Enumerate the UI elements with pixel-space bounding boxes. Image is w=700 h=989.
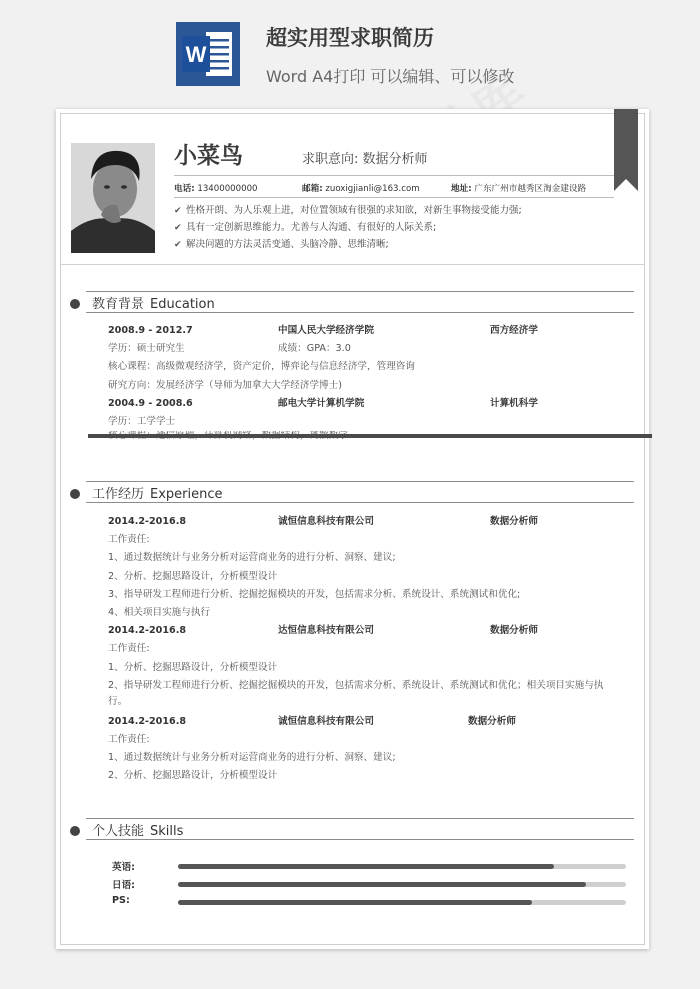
section-line [86,291,634,292]
skill-label: 英语: [112,862,136,873]
duty-item: 4、相关项目实施与执行 [108,606,211,618]
duty-item: 2、分析、挖掘思路设计，分析模型设计 [108,770,278,782]
profile-photo [71,143,155,253]
section-title-skills: 个人技能 Skills [70,820,183,839]
education-courses: 核心课程：高级微观经济学，资产定价，博弈论与信息经济学，管理咨询 [108,361,415,373]
check-icon: ✔ [174,222,182,233]
job-intent [302,148,428,167]
contact-address [451,182,586,194]
word-icon [176,22,240,86]
duty-label: 工作责任: [108,643,150,655]
duty-item: 2、指导研发工程师进行分析、挖掘挖掘模块的开发，包括需求分析、系统设计、系统测试和优化；相关项目实施与执行。 [108,679,604,708]
section-title-education: 教育背景 Education [70,293,215,312]
profile-item: ✔ 具有一定创新思维能力。尤善与人沟通、有很好的人际关系; [174,220,614,237]
section-title-experience: 工作经历 Experience [70,483,223,502]
duty-item: 1、通过数据统计与业务分析对运营商业务的进行分析、洞察、建议; [108,752,396,764]
word-icon-letter: W [185,42,207,67]
education-degree: 学历：工学学士 [108,415,176,427]
section-line [86,818,634,819]
job-intent-label: 求职意向: [302,152,359,167]
check-icon: ✔ [174,239,182,250]
section-line [86,502,634,503]
top-banner [0,0,700,100]
candidate-name: 小菜鸟 [174,143,243,169]
section-line [86,481,634,482]
duty-item: 2、分析、挖掘思路设计，分析模型设计 [108,570,278,582]
duty-label: 工作责任: [108,534,150,546]
skill-fill [178,900,532,905]
address-label: 地址: [451,184,472,194]
profile-summary [174,203,614,253]
job-intent-value: 数据分析师 [362,152,428,167]
experience-list [108,513,628,785]
duty-item: 1、分析、挖掘思路设计，分析模型设计 [108,661,278,673]
education-research: 研究方向：发展经济学（导师为加拿大大学经济学博士) [108,379,342,391]
phone-value: 13400000000 [197,184,258,194]
skill-track [178,882,626,887]
skill-row [112,895,632,913]
profile-item: ✔ 解决问题的方法灵活变通、头脑冷静、思维清晰; [174,237,614,254]
skill-row [112,877,632,895]
bullet-dot-icon [70,299,80,309]
bullet-dot-icon [70,489,80,499]
education-list [108,322,628,441]
duty-label: 工作责任: [108,733,150,745]
skill-fill [178,864,554,869]
duty-item: 3、指导研发工程师进行分析、挖掘挖掘模块的开发，包括需求分析、系统设计、系统测试和优化; [108,588,521,600]
section-line [86,839,634,840]
education-entry-head: 2004.9 - 2008.6 邮电大学计算机学院 计算机科学 [108,397,538,409]
address-value: 广东广州市越秀区淘金建设路 [474,184,587,194]
contact-phone [174,182,258,194]
phone-label: 电话: [174,184,195,194]
email-label: 邮箱: [302,184,323,194]
banner-subtitle: Word A4打印 可以编辑、可以修改 [266,67,515,86]
bookmark-ribbon-icon [614,109,638,191]
contact-email [302,182,420,194]
education-entry-head: 2008.9 - 2012.7 中国人民大学经济学院 西方经济学 [108,325,538,336]
duty-item: 1、通过数据统计与业务分析对运营商业务的进行分析、洞察、建议; [108,552,396,564]
banner-title: 超实用型求职简历 [266,26,434,50]
email-value: zuoxigjianli@163.com [325,184,420,194]
check-icon: ✔ [174,206,182,216]
skill-track [178,864,626,869]
bullet-dot-icon [70,826,80,836]
header-divider [174,175,614,176]
header-bottom-divider [60,264,645,265]
divider-bar [88,434,652,438]
contact-divider [174,197,614,198]
skill-label: 日语: [112,880,136,891]
experience-entry-head: 2014.2-2016.8 诚恒信息科技有限公司 数据分析师 [108,715,516,727]
skill-label: PS: [112,895,130,906]
section-line [86,312,634,313]
profile-item: ✔ 性格开朗、为人乐观上进，对位置领域有很强的求知欲，对新生事物接受能力强; [174,203,614,220]
skill-row [112,859,632,877]
skill-fill [178,882,586,887]
skill-track [178,900,626,905]
experience-entry-head: 2014.2-2016.8 诚恒信息科技有限公司 数据分析师 [108,516,538,527]
resume-page [56,109,649,949]
education-degree: 学历：硕士研究生 成绩：GPA：3.0 [108,343,351,355]
experience-entry-head: 2014.2-2016.8 达恒信息科技有限公司 数据分析师 [108,625,538,637]
